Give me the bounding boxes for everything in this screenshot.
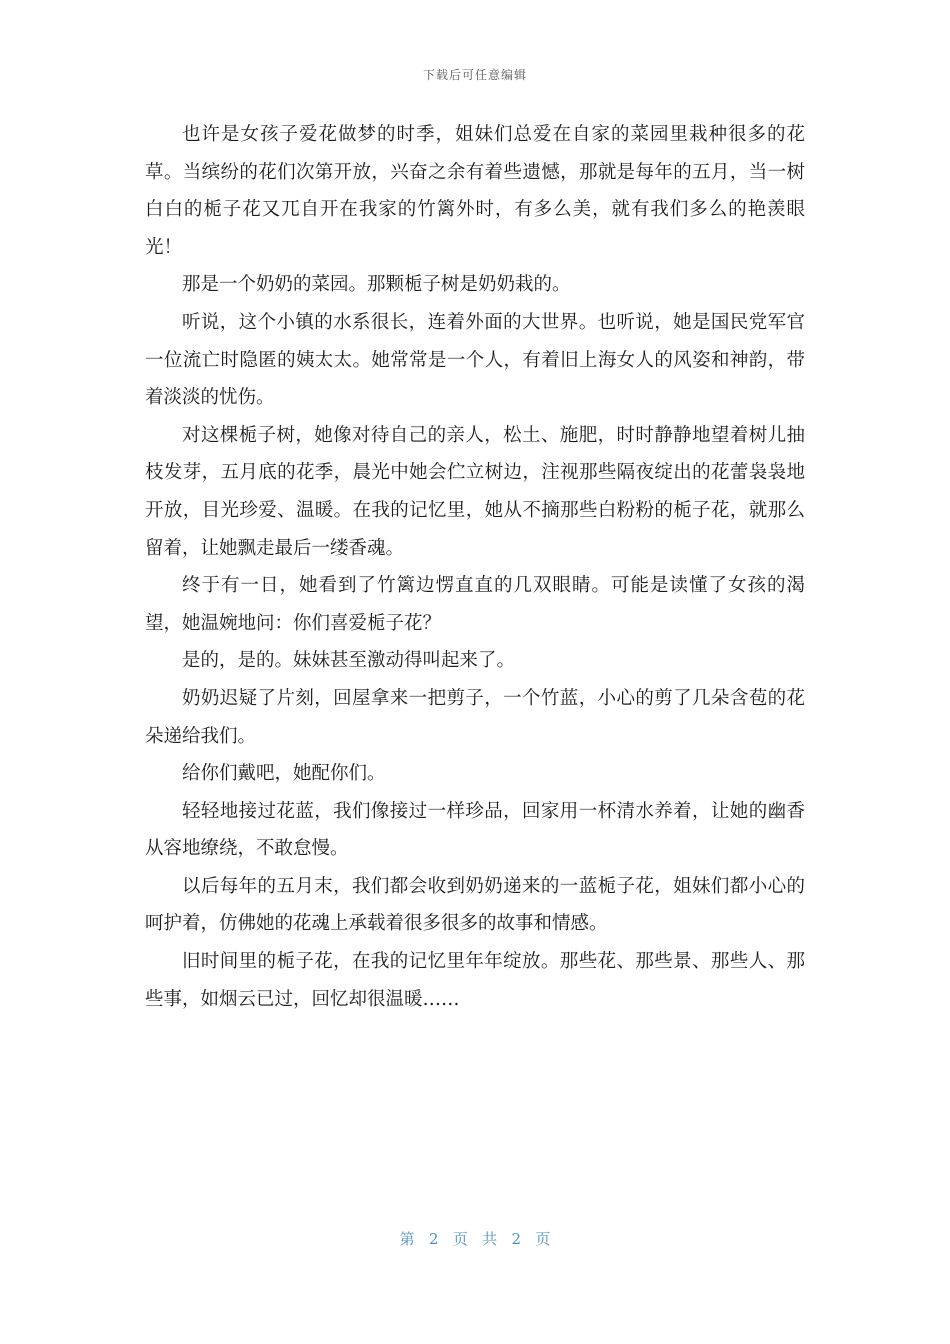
paragraph: 给你们戴吧，她配你们。 [182, 763, 386, 785]
page-footer [0, 1228, 950, 1249]
article-body [145, 116, 805, 1018]
footer-label-before: 第 [399, 1230, 415, 1248]
paragraph: 听说，这个小镇的水系很长，连着外面的大世界。也听说，她是国民党军官一位流亡时隐匿的姨太太。她常常是一个人，有着旧上海女人的风姿和神韵，带着淡淡的忧伤。 [145, 311, 805, 409]
paragraph: 以后每年的五月末，我们都会收到奶奶递来的一蓝栀子花，姐妹们都小心的呵护着，仿佛她的花魂上承载着很多很多的故事和情感。 [145, 875, 805, 935]
paragraph: 终于有一日，她看到了竹篱边愣直直的几双眼睛。可能是读懂了女孩的渴望，她温婉地问：你们喜爱栀子花？ [145, 575, 805, 634]
paragraph: 那是一个奶奶的菜园。那颗栀子树是奶奶栽的。 [182, 274, 571, 296]
paragraph: 奶奶迟疑了片刻，回屋拿来一把剪子，一个竹蓝，小心的剪了几朵含苞的花朵递给我们。 [145, 687, 805, 747]
footer-total-pages: 2 [511, 1230, 522, 1248]
footer-label-after: 页 [535, 1230, 551, 1248]
paragraph: 也许是女孩子爱花做梦的时季，姐妹们总爱在自家的菜园里栽种很多的花草。当缤纷的花们次第开放，兴奋之余有着些遗憾，那就是每年的五月，当一树白白的栀子花又兀自开在我家的竹篱外时，有多么美，就有我们多么的艳羡眼光！ [145, 124, 805, 258]
footer-label-middle: 页 共 [452, 1230, 498, 1248]
paragraph: 是的，是的。妹妹甚至激动得叫起来了。 [182, 650, 516, 672]
paragraph: 轻轻地接过花蓝，我们像接过一样珍品，回家用一杯清水养着，让她的幽香从容地缭绕，不敢怠慢。 [145, 800, 805, 860]
paragraph: 对这棵栀子树，她像对待自己的亲人，松土、施肥，时时静静地望着树儿抽枝发芽，五月底的花季，晨光中她会伫立树边，注视那些隔夜绽出的花蕾袅袅地开放，目光珍爱、温暖。在我的记忆里，她从不摘那些白粉粉的栀子花，就那么留着，让她飘走最后一缕香魂。 [145, 424, 805, 559]
paragraph: 旧时间里的栀子花，在我的记忆里年年绽放。那些花、那些景、那些人、那些事，如烟云已过，回忆却很温暖…… [145, 951, 805, 1010]
footer-current-page: 2 [428, 1230, 439, 1248]
header-note: 下载后可任意编辑 [422, 68, 527, 82]
